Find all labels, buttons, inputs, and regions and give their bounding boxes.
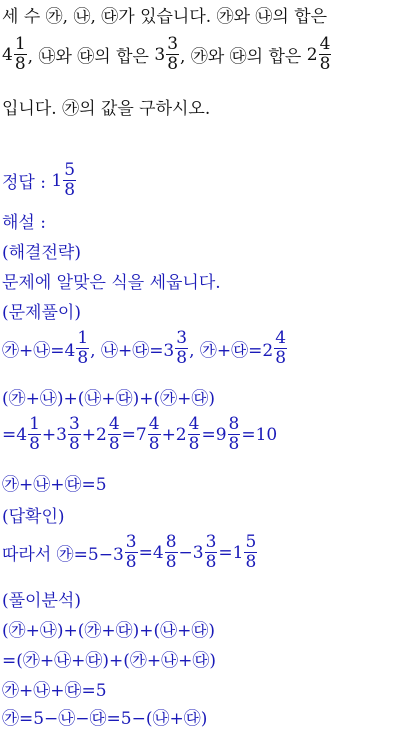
- fraction: $\frac{3}{8}$: [167, 34, 179, 74]
- fraction: $\frac{3}{8}$: [205, 532, 217, 572]
- fraction: $\frac{1}{8}$: [14, 34, 26, 74]
- fraction: $\frac{3}{8}$: [125, 532, 137, 572]
- equation-1: ㉮+㉯=4 $\frac{1}{8}$ , ㉯+㉰=3 $\frac{3}{8}$ , ㉮+㉰=2 $\frac{4}{8}$: [2, 328, 287, 368]
- problem-line-1: 세 수 ㉮, ㉯, ㉰가 있습니다. ㉮와 ㉯의 합은: [2, 7, 328, 27]
- fraction: $\frac{5}{8}$: [64, 160, 76, 200]
- problem-line-3: 입니다. ㉮의 값을 구하시오.: [2, 99, 211, 119]
- answer-line: 정답 : 1 $\frac{5}{8}$: [2, 160, 76, 200]
- fraction: $\frac{8}{8}$: [228, 414, 240, 454]
- check-heading: (답확인): [2, 507, 65, 527]
- equation-5: 따라서 ㉮=5−3 $\frac{3}{8}$ =4 $\frac{8}{8}$ −3 $\frac{3}{8}$ =1 $\frac{5}{8}$: [2, 532, 257, 572]
- fraction: $\frac{1}{8}$: [77, 328, 89, 368]
- fraction: $\frac{3}{8}$: [176, 328, 188, 368]
- analysis-heading: (풀이분석): [2, 591, 81, 611]
- fraction: $\frac{5}{8}$: [245, 532, 257, 572]
- fraction: $\frac{8}{8}$: [165, 532, 177, 572]
- fraction: $\frac{1}{8}$: [29, 414, 40, 454]
- equation-8: ㉮+㉯+㉰=5: [2, 681, 107, 701]
- equation-6: (㉮+㉯)+(㉮+㉰)+(㉯+㉰): [2, 621, 216, 641]
- strategy-text: 문제에 알맞은 식을 세웁니다.: [2, 273, 221, 293]
- fraction: $\frac{4}{8}$: [319, 34, 331, 74]
- equation-7: =(㉮+㉯+㉰)+(㉮+㉯+㉰): [2, 651, 216, 671]
- fraction: $\frac{3}{8}$: [68, 414, 80, 454]
- solve-heading: (문제풀이): [2, 303, 81, 323]
- fraction: $\frac{4}{8}$: [275, 328, 287, 368]
- equation-4: ㉮+㉯+㉰=5: [2, 475, 107, 495]
- fraction: $\frac{4}{8}$: [188, 414, 200, 454]
- equation-2: (㉮+㉯)+(㉯+㉰)+(㉮+㉰): [2, 389, 216, 409]
- solution-heading: 해설 :: [2, 213, 46, 233]
- problem-line-2: 4 $\frac{1}{8}$ , ㉯와 ㉰의 합은 3 $\frac{3}{8}$ , ㉮와 ㉰의 합은 2 $\frac{4}{8}$: [2, 34, 331, 74]
- fraction: $\frac{4}{8}$: [108, 414, 120, 454]
- fraction: $\frac{4}{8}$: [148, 414, 160, 454]
- equation-9: ㉮=5−㉯−㉰=5−(㉯+㉰): [2, 709, 208, 729]
- equation-3: =4 $\frac{1}{8}$ +3 $\frac{3}{8}$ +2 $\frac{4}{8}$ =7 $\frac{4}{8}$ +2 $\frac{4}{8}$ =9 $\frac{8}{8}$ =10: [2, 414, 278, 454]
- strategy-heading: (해결전략): [2, 243, 81, 263]
